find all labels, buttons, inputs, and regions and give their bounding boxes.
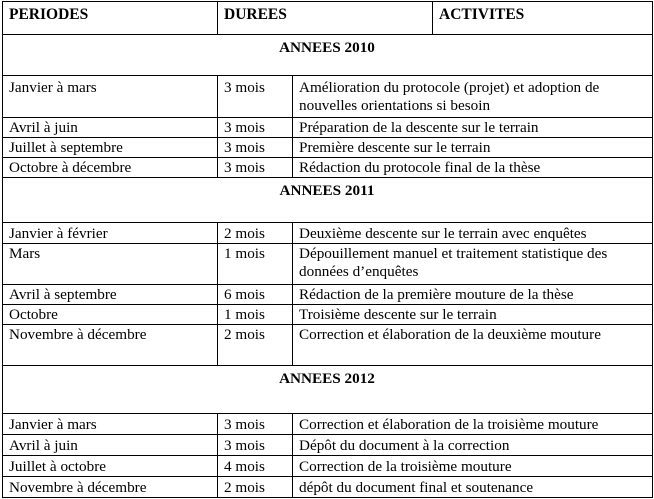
rule — [2, 413, 652, 414]
row-activity: Amélioration du protocole (projet) et adoption de nouvelles orientations si besoin — [299, 79, 600, 114]
rule — [217, 222, 218, 365]
rule — [2, 243, 652, 244]
rule — [292, 413, 293, 498]
rule — [2, 1, 3, 498]
row-period: Novembre à décembre — [9, 479, 147, 496]
header-durations: DUREES — [224, 6, 287, 23]
row-period: Juillet à octobre — [9, 458, 106, 475]
rule — [2, 222, 652, 223]
rule — [2, 75, 652, 76]
year-title-2012: ANNEES 2012 — [279, 370, 375, 387]
rule — [2, 324, 652, 325]
row-duration: 3 mois — [224, 159, 265, 176]
row-duration: 3 mois — [224, 139, 265, 156]
rule — [2, 476, 652, 477]
rule — [2, 117, 652, 118]
row-duration: 2 mois — [224, 326, 265, 343]
row-duration: 4 mois — [224, 458, 265, 475]
row-period: Octobre — [9, 306, 58, 323]
row-period: Janvier à mars — [9, 79, 97, 96]
header-activities: ACTIVITES — [439, 6, 525, 23]
rule — [2, 304, 652, 305]
row-activity: Dépouillement manuel et traitement statistique des données d’enquêtes — [299, 245, 608, 280]
row-period: Juillet à septembre — [9, 139, 123, 156]
row-activity: Préparation de la descente sur le terrain — [299, 119, 539, 136]
row-period: Avril à juin — [9, 119, 78, 136]
rule — [2, 434, 652, 435]
row-duration: 1 mois — [224, 306, 265, 323]
rule — [652, 1, 653, 498]
rule — [2, 1, 652, 2]
row-activity: Rédaction du protocole final de la thèse — [299, 159, 541, 176]
row-activity: dépôt du document final et soutenance — [299, 479, 534, 496]
row-duration: 6 mois — [224, 286, 265, 303]
row-activity: Correction et élaboration de la deuxième mouture — [299, 326, 601, 343]
row-duration: 1 mois — [224, 245, 265, 262]
rule — [2, 497, 652, 498]
rule — [292, 75, 293, 178]
row-period: Novembre à décembre — [9, 326, 147, 343]
rule — [217, 1, 218, 35]
rule — [2, 365, 652, 366]
row-duration: 2 mois — [224, 479, 265, 496]
rule — [2, 284, 652, 285]
row-period: Janvier à mars — [9, 416, 97, 433]
rule — [2, 137, 652, 138]
rule — [2, 34, 652, 35]
row-period: Avril à juin — [9, 437, 78, 454]
rule — [2, 177, 652, 178]
row-activity: Correction et élaboration de la troisième mouture — [299, 416, 599, 433]
year-title-2011: ANNEES 2011 — [279, 182, 375, 199]
row-duration: 3 mois — [224, 416, 265, 433]
row-period: Mars — [9, 245, 41, 262]
row-activity: Troisième descente sur le terrain — [299, 306, 497, 323]
row-activity: Première descente sur le terrain — [299, 139, 491, 156]
row-period: Janvier à février — [9, 225, 108, 242]
row-duration: 3 mois — [224, 79, 265, 96]
rule — [2, 455, 652, 456]
rule — [217, 75, 218, 178]
header-periods: PERIODES — [9, 6, 89, 23]
row-activity: Correction de la troisième mouture — [299, 458, 512, 475]
rule — [2, 157, 652, 158]
row-duration: 2 mois — [224, 225, 265, 242]
row-activity: Deuxième descente sur le terrain avec enquêtes — [299, 225, 587, 242]
rule — [217, 413, 218, 498]
row-period: Avril à septembre — [9, 286, 117, 303]
rule — [292, 222, 293, 365]
row-activity: Rédaction de la première mouture de la thèse — [299, 286, 574, 303]
row-duration: 3 mois — [224, 119, 265, 136]
year-title-2010: ANNEES 2010 — [279, 39, 375, 56]
row-period: Octobre à décembre — [9, 159, 132, 176]
row-duration: 3 mois — [224, 437, 265, 454]
row-activity: Dépôt du document à la correction — [299, 437, 510, 454]
rule — [432, 1, 433, 35]
